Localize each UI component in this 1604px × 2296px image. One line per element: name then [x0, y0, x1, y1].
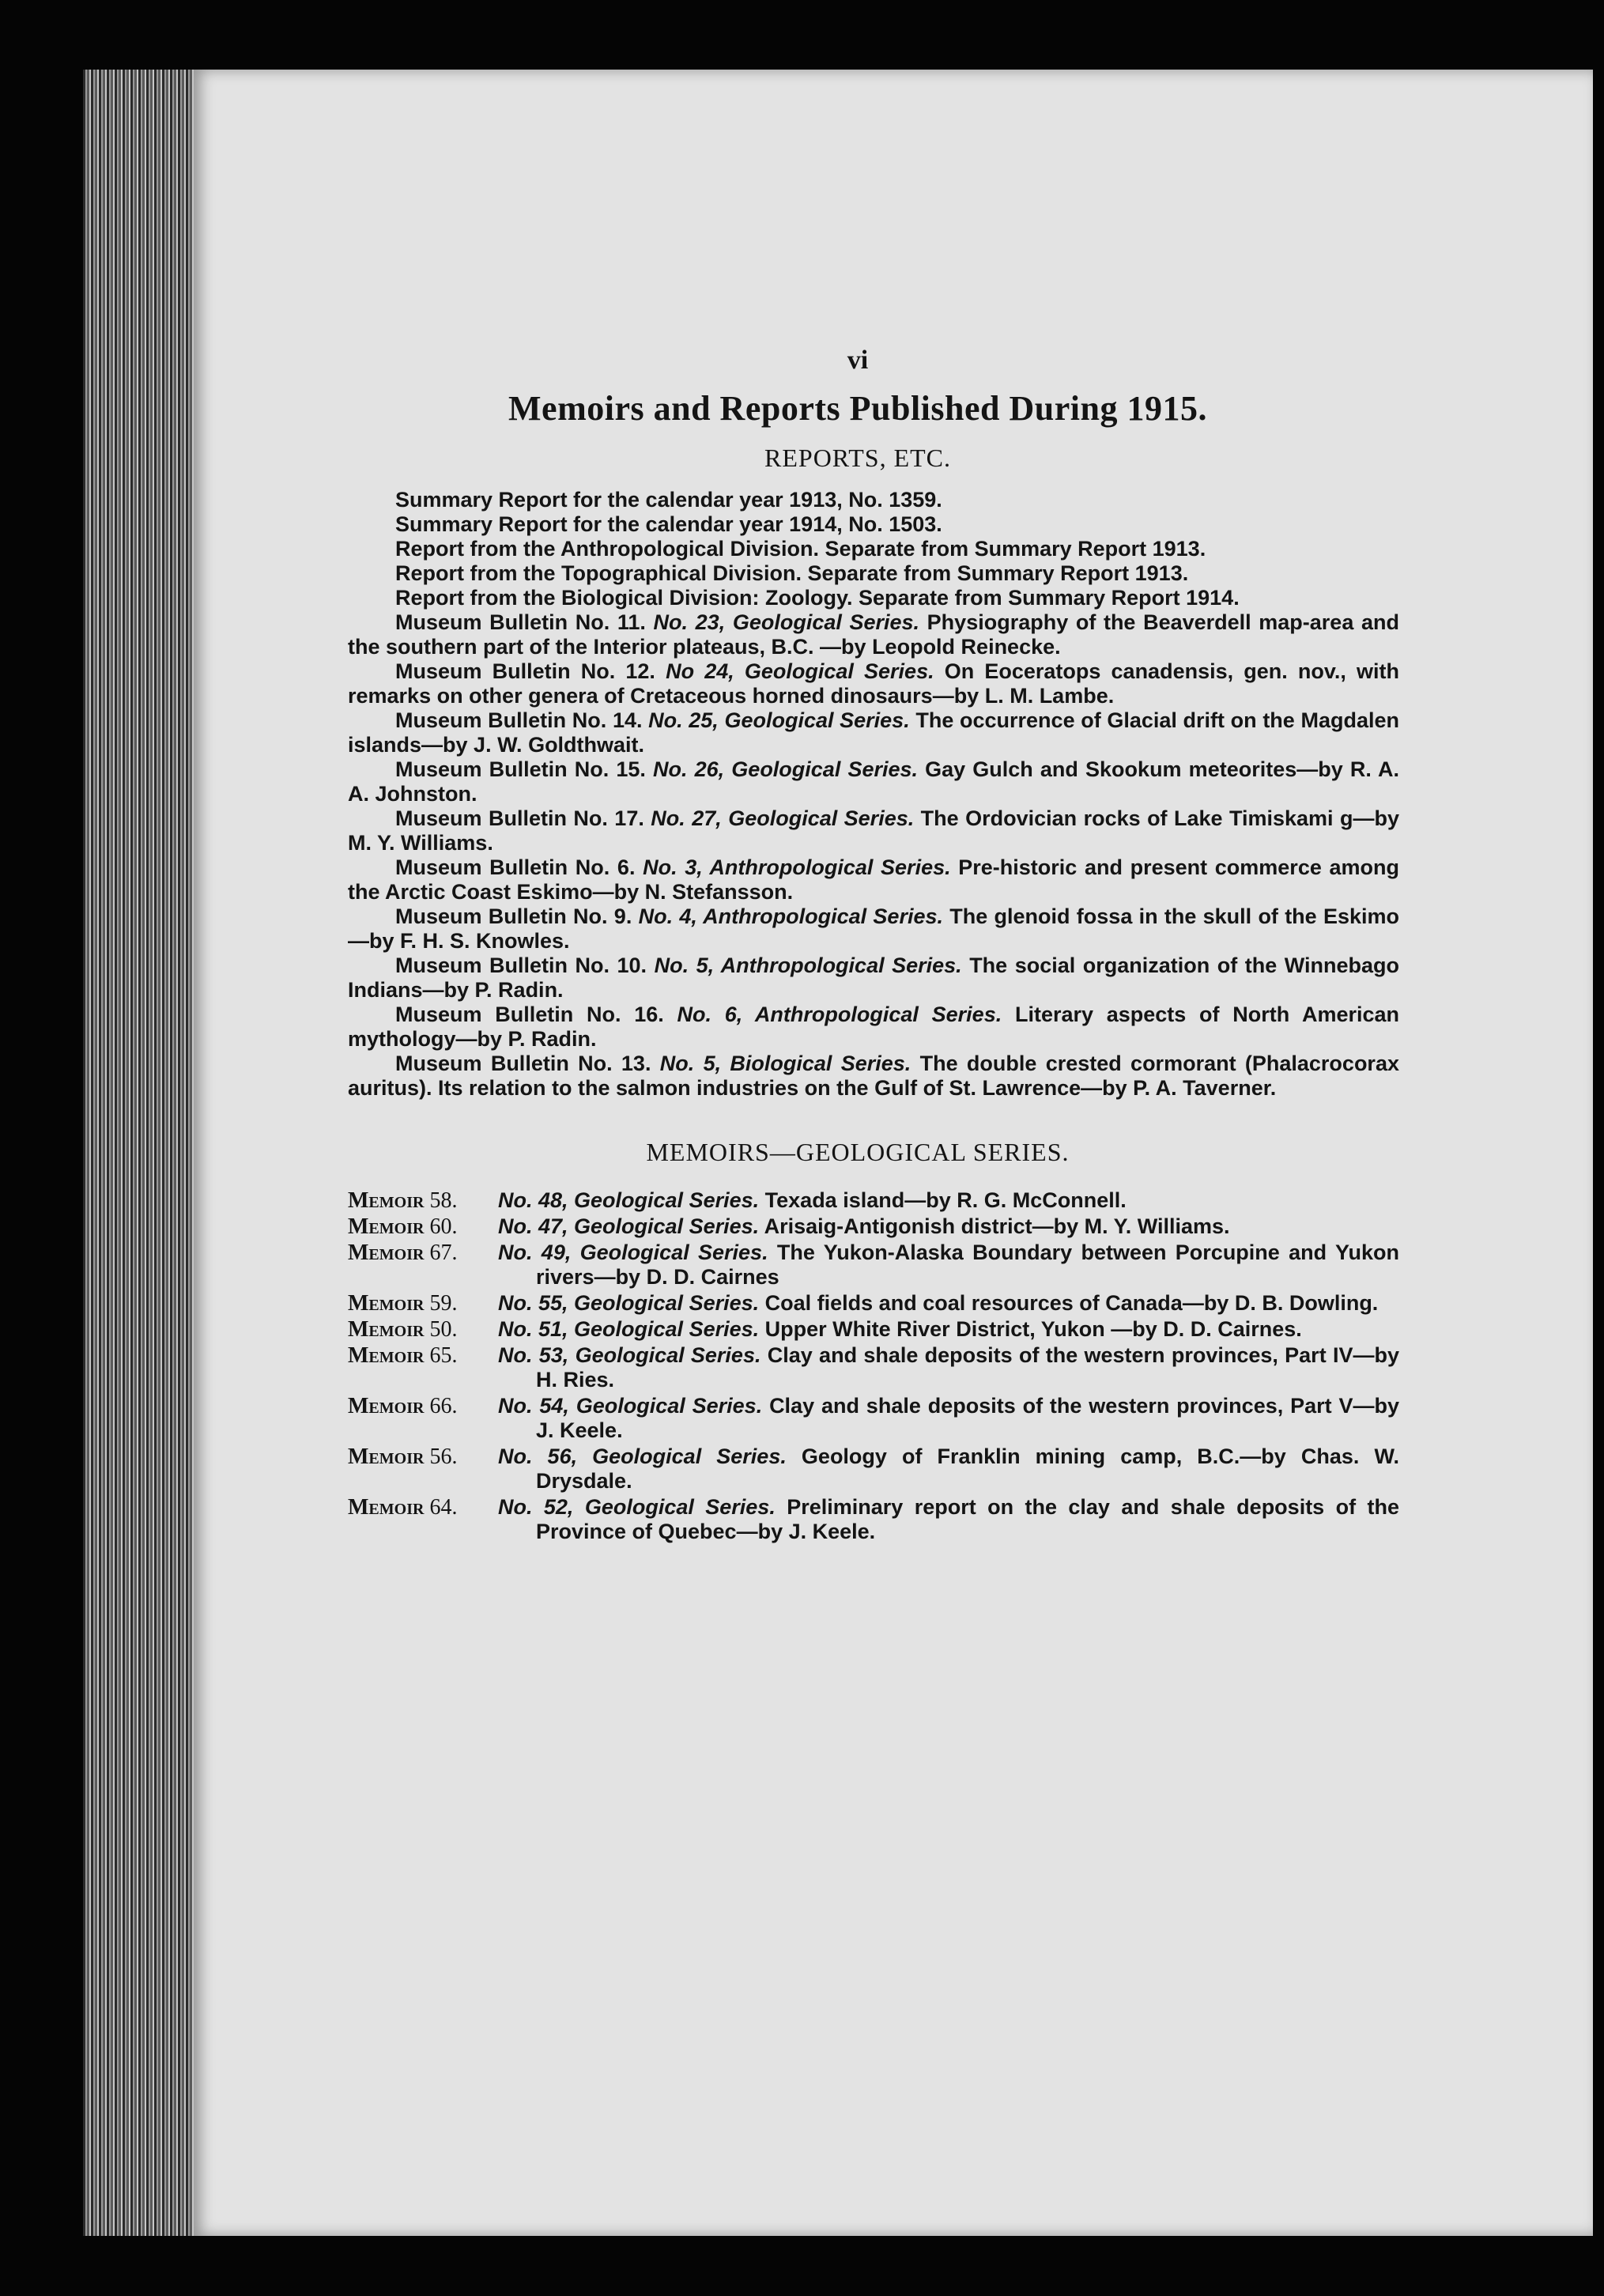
memoir-word: Memoir	[348, 1495, 425, 1520]
report-entry	[348, 561, 1399, 586]
report-lead: Museum Bulletin No. 14.	[395, 708, 643, 732]
report-series: No. 23, Geological Series.	[653, 610, 920, 634]
memoir-description	[498, 1214, 1399, 1239]
memoir-series: No. 48, Geological Series.	[498, 1188, 760, 1212]
report-entry	[348, 659, 1399, 708]
memoir-series: No. 54, Geological Series.	[498, 1394, 763, 1418]
memoir-title: Arisaig-Antigonish district—by M. Y. Williams.	[764, 1214, 1230, 1238]
report-description: Physiography of the Beaverdell map-area and the southern part of the Interior plateaus, B.C. —by Leopold Reinecke.	[348, 610, 1399, 659]
report-entry	[348, 904, 1399, 954]
report-lead: Report from the Anthropological Division. Separate from Summary Report 1913.	[395, 537, 1206, 561]
book-page-edges	[83, 70, 209, 2236]
report-lead: Museum Bulletin No. 17.	[395, 806, 644, 830]
report-entry	[348, 1003, 1399, 1052]
report-series: No. 3, Anthropological Series.	[643, 855, 951, 879]
memoir-word: Memoir	[348, 1214, 425, 1239]
report-lead: Museum Bulletin No. 13.	[395, 1052, 651, 1075]
report-series: No. 4, Anthropological Series.	[638, 904, 943, 928]
memoir-row	[348, 1291, 1399, 1316]
report-series: No. 5, Anthropological Series.	[654, 954, 962, 977]
memoir-series: No. 56, Geological Series.	[498, 1444, 787, 1468]
memoir-label	[348, 1343, 498, 1392]
memoir-word: Memoir	[348, 1241, 425, 1265]
memoir-series: No. 53, Geological Series.	[498, 1343, 761, 1367]
memoir-title: Texada island—by R. G. McConnell.	[764, 1188, 1127, 1212]
memoir-row	[348, 1214, 1399, 1239]
memoir-label	[348, 1214, 498, 1239]
report-lead: Museum Bulletin No. 10.	[395, 954, 647, 977]
memoir-series: No. 52, Geological Series.	[498, 1495, 776, 1519]
memoir-number: 67.	[429, 1241, 458, 1265]
memoir-word: Memoir	[348, 1317, 425, 1342]
memoir-series: No. 47, Geological Series.	[498, 1214, 760, 1238]
memoir-title: Upper White River District, Yukon —by D. D. Cairnes.	[764, 1317, 1302, 1341]
report-entry	[348, 708, 1399, 757]
memoir-label	[348, 1241, 498, 1290]
report-series: No. 26, Geological Series.	[653, 757, 919, 781]
report-entry	[348, 757, 1399, 806]
memoir-title: The Yukon-Alaska Boundary between Porcupine and Yukon rivers—by D. D. Cairnes	[536, 1241, 1399, 1289]
memoir-title: Geology of Franklin mining camp, B.C.—by Chas. W. Drysdale.	[536, 1444, 1399, 1493]
report-series: No. 5, Biological Series.	[659, 1052, 911, 1075]
memoir-label	[348, 1291, 498, 1316]
report-description: The occurrence of Glacial drift on the Magdalen islands—by J. W. Goldthwait.	[348, 708, 1399, 757]
report-entry	[348, 954, 1399, 1003]
memoir-description	[498, 1241, 1399, 1290]
report-entry	[348, 806, 1399, 855]
report-description: Literary aspects of North American mythology—by P. Radin.	[348, 1003, 1399, 1051]
report-description: The double crested cormorant (Phalacrocorax auritus). Its relation to the salmon industries on the Gulf of St. Lawrence—by P. A. Taverner.	[348, 1052, 1399, 1100]
report-description: The glenoid fossa in the skull of the Eskimo—by F. H. S. Knowles.	[348, 904, 1400, 953]
memoir-number: 59.	[429, 1291, 458, 1316]
memoir-series: No. 51, Geological Series.	[498, 1317, 760, 1341]
memoir-number: 66.	[429, 1394, 458, 1418]
memoir-row	[348, 1394, 1399, 1443]
report-entry	[348, 512, 1399, 537]
memoir-description	[498, 1495, 1399, 1544]
page-content	[348, 348, 1399, 1546]
memoir-title: Clay and shale deposits of the western provinces, Part V—by J. Keele.	[536, 1394, 1399, 1442]
memoir-series: No. 55, Geological Series.	[498, 1291, 760, 1315]
memoir-row	[348, 1317, 1399, 1342]
memoir-word: Memoir	[348, 1343, 425, 1368]
report-description: The social organization of the Winnebago Indians—by P. Radin.	[348, 954, 1399, 1002]
report-description: The Ordovician rocks of Lake Timiskami g—by M. Y. Williams.	[348, 806, 1399, 855]
memoirs-heading: MEMOIRS—GEOLOGICAL SERIES.	[646, 1138, 1070, 1166]
report-entry	[348, 586, 1399, 610]
memoir-label	[348, 1444, 498, 1494]
memoir-word: Memoir	[348, 1188, 425, 1213]
memoir-row	[348, 1241, 1399, 1290]
memoir-title: Coal fields and coal resources of Canada—by D. B. Dowling.	[764, 1291, 1379, 1315]
reports-heading: REPORTS, ETC.	[764, 444, 951, 472]
report-entry	[348, 855, 1399, 904]
memoir-number: 64.	[429, 1495, 458, 1520]
memoir-row	[348, 1188, 1399, 1213]
memoir-number: 50.	[429, 1317, 458, 1342]
report-entry	[348, 1052, 1399, 1101]
report-lead: Museum Bulletin No. 12.	[395, 659, 655, 683]
memoir-word: Memoir	[348, 1394, 425, 1418]
memoir-title: Clay and shale deposits of the western provinces, Part IV—by H. Ries.	[536, 1343, 1399, 1392]
memoir-description	[498, 1444, 1399, 1494]
memoir-description	[498, 1317, 1399, 1342]
memoir-row	[348, 1444, 1399, 1494]
memoir-row	[348, 1343, 1399, 1392]
report-description: Gay Gulch and Skookum meteorites—by R. A. A. Johnston.	[348, 757, 1399, 806]
report-lead: Summary Report for the calendar year 1913, No. 1359.	[395, 488, 942, 512]
memoir-number: 58.	[429, 1188, 458, 1213]
memoir-word: Memoir	[348, 1291, 425, 1316]
memoir-description	[498, 1188, 1399, 1213]
memoir-title: Preliminary report on the clay and shale deposits of the Province of Quebec—by J. Keele.	[536, 1495, 1399, 1543]
memoir-description	[498, 1394, 1399, 1443]
reports-list	[348, 488, 1399, 1101]
page-number: vi	[847, 346, 869, 375]
report-description: On Eoceratops canadensis, gen. nov., with remarks on other genera of Cretaceous horned dinosaurs—by L. M. Lambe.	[348, 659, 1399, 708]
memoir-label	[348, 1188, 498, 1213]
memoir-description	[498, 1343, 1399, 1392]
memoir-number: 65.	[429, 1343, 458, 1368]
report-lead: Museum Bulletin No. 11.	[395, 610, 646, 634]
report-entry	[348, 537, 1399, 561]
memoir-label	[348, 1394, 498, 1443]
report-lead: Museum Bulletin No. 6.	[395, 855, 636, 879]
report-lead: Museum Bulletin No. 16.	[395, 1003, 664, 1026]
report-series: No. 27, Geological Series.	[651, 806, 915, 830]
report-series: No. 25, Geological Series.	[648, 708, 910, 732]
report-description: Pre-historic and present commerce among the Arctic Coast Eskimo—by N. Stefansson.	[348, 855, 1399, 904]
report-lead: Museum Bulletin No. 9.	[395, 904, 632, 928]
page-title: Memoirs and Reports Published During 1915.	[508, 389, 1207, 428]
memoirs-list	[348, 1188, 1399, 1544]
report-lead: Museum Bulletin No. 15.	[395, 757, 646, 781]
report-lead: Report from the Biological Division: Zoology. Separate from Summary Report 1914.	[395, 586, 1240, 610]
report-series: No. 6, Anthropological Series.	[677, 1003, 1002, 1026]
memoir-description	[498, 1291, 1399, 1316]
memoir-row	[348, 1495, 1399, 1544]
memoir-label	[348, 1495, 498, 1544]
memoir-series: No. 49, Geological Series.	[498, 1241, 768, 1264]
memoir-label	[348, 1317, 498, 1342]
memoir-number: 56.	[429, 1444, 458, 1469]
report-series: No 24, Geological Series.	[666, 659, 934, 683]
report-entry	[348, 610, 1399, 659]
memoir-number: 60.	[429, 1214, 458, 1239]
report-lead: Report from the Topographical Division. Separate from Summary Report 1913.	[395, 561, 1189, 585]
report-entry	[348, 488, 1399, 512]
memoir-word: Memoir	[348, 1444, 425, 1469]
report-lead: Summary Report for the calendar year 1914, No. 1503.	[395, 512, 942, 536]
